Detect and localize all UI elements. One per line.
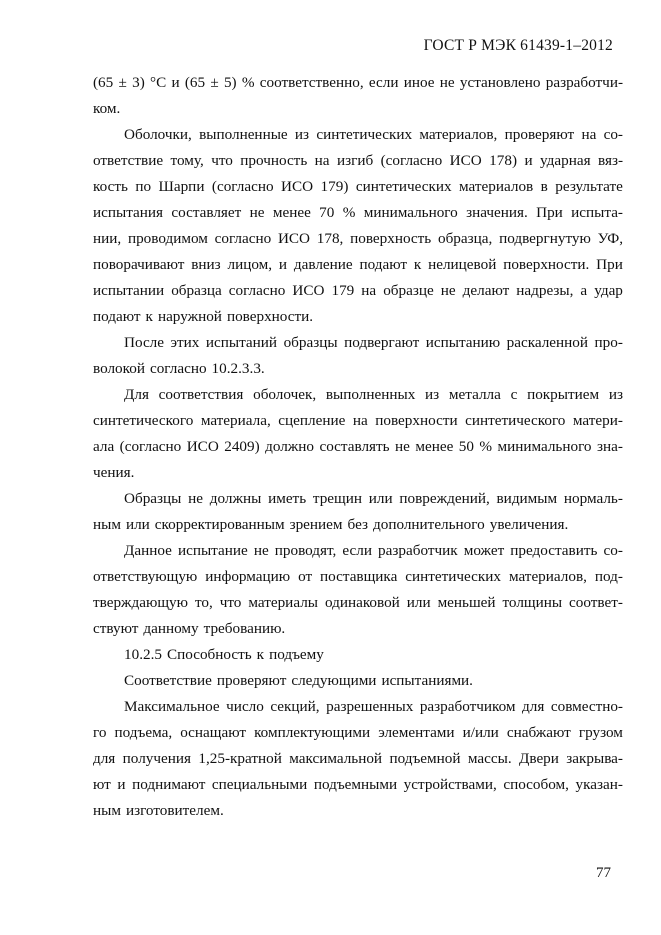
- word: подвергнутую: [499, 230, 591, 247]
- word: подъемной: [389, 750, 461, 767]
- word: должно: [265, 438, 315, 455]
- word: синтетического: [93, 412, 194, 429]
- word: ют: [93, 776, 111, 793]
- word: Образцы: [124, 490, 182, 507]
- word: испытании: [93, 282, 165, 299]
- word: поднимают: [132, 776, 206, 793]
- word: оснащают: [180, 724, 247, 741]
- word: к: [256, 646, 265, 663]
- word: ±: [118, 74, 127, 91]
- word: ком.: [93, 100, 121, 117]
- text-line: [93, 382, 623, 408]
- word: ным: [93, 516, 121, 533]
- word: и: [524, 152, 533, 169]
- word: подъемными: [313, 776, 398, 793]
- word: разработчик: [378, 542, 458, 559]
- word: подают: [93, 308, 141, 325]
- word: (согласно: [211, 178, 274, 195]
- word: материала,: [200, 412, 271, 429]
- word: выполненные: [199, 126, 288, 143]
- word: специальными: [211, 776, 308, 793]
- word: и: [171, 74, 180, 91]
- word: проверяют: [216, 672, 287, 689]
- word: результате: [555, 178, 623, 195]
- word: на: [352, 412, 368, 429]
- word: ИСО: [449, 152, 482, 169]
- word: металла: [448, 386, 501, 403]
- word: то,: [194, 594, 213, 611]
- word: °С: [150, 74, 167, 91]
- word: делают: [462, 282, 510, 299]
- word: %: [241, 74, 255, 91]
- word: менее: [415, 438, 454, 455]
- word: При: [536, 204, 563, 221]
- word: поверхности.: [226, 308, 314, 325]
- word: соответствия: [158, 386, 244, 403]
- word: 178,: [316, 230, 344, 247]
- word: указан-: [575, 776, 623, 793]
- word: массы.: [467, 750, 512, 767]
- text-line: [93, 694, 623, 720]
- word: Двери: [519, 750, 559, 767]
- word: должны: [209, 490, 262, 507]
- word: 50: [458, 438, 474, 455]
- word: соответственно,: [259, 74, 364, 91]
- word: менее: [272, 204, 311, 221]
- word: синтетических: [355, 178, 452, 195]
- word: на: [361, 282, 377, 299]
- word: %: [342, 204, 356, 221]
- word: а: [580, 282, 588, 299]
- word: поверхности.: [503, 256, 590, 273]
- word: минимального: [497, 438, 592, 455]
- word: снабжают: [506, 724, 571, 741]
- word: с: [510, 386, 518, 403]
- word: Оболочки,: [124, 126, 192, 143]
- word: наружной: [157, 308, 222, 325]
- word: ответствующую: [93, 568, 198, 585]
- word: После: [124, 334, 165, 351]
- word: синтетического: [465, 412, 566, 429]
- word: из: [608, 386, 623, 403]
- word: материалы: [248, 594, 318, 611]
- text-line: [93, 148, 623, 174]
- word: %: [479, 438, 493, 455]
- word: оболочек,: [253, 386, 317, 403]
- word: согласно: [214, 230, 272, 247]
- word: 179): [320, 178, 349, 195]
- word: тому,: [170, 152, 204, 169]
- word: поверхности: [375, 412, 458, 429]
- word: если: [368, 74, 399, 91]
- word: разработчи-: [545, 74, 623, 91]
- word: без: [347, 516, 368, 533]
- word: Способность: [166, 646, 252, 663]
- word: ИСО: [281, 178, 314, 195]
- word: грузом: [578, 724, 623, 741]
- word: предоставить: [510, 542, 598, 559]
- word: согласно: [228, 282, 286, 299]
- word: и: [117, 776, 126, 793]
- word: Для: [124, 386, 149, 403]
- word: устройствами,: [403, 776, 497, 793]
- word: комплектующими: [254, 724, 371, 741]
- word: (согласно: [119, 438, 182, 455]
- word: давление: [293, 256, 353, 273]
- word: не: [440, 282, 456, 299]
- body-text: [93, 70, 623, 824]
- word: (65: [93, 74, 114, 91]
- word: или: [406, 594, 431, 611]
- word: испытанию: [425, 334, 501, 351]
- text-line: [93, 122, 623, 148]
- word: толщины: [502, 594, 563, 611]
- word: покрытием: [527, 386, 600, 403]
- word: прочность: [240, 152, 308, 169]
- word: со-: [603, 126, 623, 143]
- word: установлено: [459, 74, 541, 91]
- word: материалов,: [508, 568, 587, 585]
- word: и: [278, 256, 288, 273]
- word: 178): [489, 152, 518, 169]
- word: трещин: [312, 490, 362, 507]
- word: испытание: [177, 542, 248, 559]
- word: сцепление: [278, 412, 346, 429]
- word: синтетических: [316, 126, 413, 143]
- text-line: [93, 200, 623, 226]
- word: 10.2.3.3.: [211, 360, 265, 377]
- word: к: [145, 308, 153, 325]
- word: совместно-: [550, 698, 623, 715]
- word: информацию: [205, 568, 291, 585]
- page-number: 77: [596, 865, 611, 881]
- word: из: [425, 386, 440, 403]
- word: образца,: [437, 230, 493, 247]
- word: проводят,: [274, 542, 337, 559]
- word: удар: [594, 282, 623, 299]
- word: максимальной: [289, 750, 383, 767]
- text-line: [93, 512, 623, 538]
- word: что: [219, 594, 242, 611]
- word: (согласно: [380, 152, 443, 169]
- text-line: [93, 304, 623, 330]
- text-line: [93, 746, 623, 772]
- word: ответствие: [93, 152, 164, 169]
- word: образце: [383, 282, 434, 299]
- word: го: [93, 724, 107, 741]
- word: материалов: [459, 178, 534, 195]
- word: повреждений,: [399, 490, 490, 507]
- word: ным: [93, 802, 121, 819]
- word: 70: [319, 204, 335, 221]
- word: поверхность: [350, 230, 432, 247]
- word: ИСО: [277, 230, 311, 247]
- text-line: [93, 330, 623, 356]
- word: изгиб: [336, 152, 374, 169]
- word: или: [368, 490, 393, 507]
- text-line: [93, 70, 623, 96]
- word: образца: [171, 282, 222, 299]
- word: раскаленной: [506, 334, 589, 351]
- word: не: [253, 542, 269, 559]
- text-line: [93, 460, 623, 486]
- text-line: [93, 564, 623, 590]
- word: закрыва-: [566, 750, 623, 767]
- word: Данное: [124, 542, 172, 559]
- word: согласно: [149, 360, 207, 377]
- word: к: [413, 256, 422, 273]
- word: иное: [403, 74, 435, 91]
- word: минимального: [363, 204, 458, 221]
- word: лицом,: [227, 256, 273, 273]
- word: кость: [93, 178, 128, 195]
- word: зрением: [289, 516, 343, 533]
- word: нормаль-: [563, 490, 623, 507]
- word: иметь: [268, 490, 307, 507]
- word: для: [522, 698, 545, 715]
- word: или: [125, 516, 150, 533]
- word: одинаковой: [324, 594, 400, 611]
- word: 10.2.5: [124, 646, 162, 663]
- word: данному: [143, 620, 199, 637]
- word: число: [226, 698, 264, 715]
- text-line: [93, 590, 623, 616]
- word: значения.: [466, 204, 528, 221]
- word: 1,25-кратной: [198, 750, 282, 767]
- word: поворачивают: [93, 256, 185, 273]
- word: изготовителем.: [125, 802, 224, 819]
- word: скорректированным: [154, 516, 285, 533]
- text-line: [93, 616, 623, 642]
- word: Максимальное: [124, 698, 220, 715]
- word: составляет: [171, 204, 242, 221]
- word: по: [135, 178, 152, 195]
- word: из: [294, 126, 310, 143]
- word: УФ,: [597, 230, 623, 247]
- word: этих: [170, 334, 200, 351]
- word: Соответствие: [124, 672, 212, 689]
- word: 3): [132, 74, 145, 91]
- word: тверждающую: [93, 594, 188, 611]
- text-line: [93, 252, 623, 278]
- text-line: [93, 486, 623, 512]
- word: 179: [331, 282, 355, 299]
- word: подъему: [269, 646, 324, 663]
- word: 5): [223, 74, 237, 91]
- word: ±: [210, 74, 219, 91]
- word: получения: [122, 750, 191, 767]
- word: испытаниями.: [381, 672, 473, 689]
- word: видимым: [496, 490, 558, 507]
- word: подъема,: [114, 724, 173, 741]
- text-line: [93, 226, 623, 252]
- word: разработчиком: [419, 698, 516, 715]
- text-line: [93, 96, 623, 122]
- word: не: [188, 490, 204, 507]
- text-line: [93, 720, 623, 746]
- text-line: [93, 434, 623, 460]
- word: надрезы,: [516, 282, 574, 299]
- word: не: [439, 74, 455, 91]
- word: синтетических: [405, 568, 502, 585]
- text-line: [93, 278, 623, 304]
- word: подают: [359, 256, 408, 273]
- word: на: [581, 126, 597, 143]
- word: поставщика: [320, 568, 398, 585]
- text-line: [93, 772, 623, 798]
- word: чения.: [93, 464, 135, 481]
- word: на: [314, 152, 330, 169]
- word: Шарпи: [158, 178, 205, 195]
- word: проверяют: [504, 126, 575, 143]
- word: матери-: [572, 412, 623, 429]
- word: и/или: [462, 724, 499, 741]
- word: испытания: [93, 204, 164, 221]
- word: разрешенных: [326, 698, 414, 715]
- word: (65: [184, 74, 206, 91]
- word: элементами: [378, 724, 455, 741]
- word: увеличения.: [489, 516, 569, 533]
- word: дополнительного: [373, 516, 485, 533]
- word: ИСО: [292, 282, 325, 299]
- text-line: [93, 408, 623, 434]
- text-line: [93, 642, 623, 668]
- word: что: [211, 152, 233, 169]
- word: испытаний: [205, 334, 278, 351]
- word: соответ-: [569, 594, 623, 611]
- standard-header: ГОСТ Р МЭК 61439-1–2012: [423, 37, 613, 54]
- word: для: [93, 750, 116, 767]
- text-line: [93, 356, 623, 382]
- word: может: [463, 542, 505, 559]
- word: вяз-: [597, 152, 623, 169]
- word: следующими: [291, 672, 377, 689]
- word: со-: [603, 542, 623, 559]
- word: нии,: [93, 230, 122, 247]
- word: проводимом: [127, 230, 208, 247]
- word: нелицевой: [428, 256, 497, 273]
- word: в: [540, 178, 548, 195]
- word: ударная: [540, 152, 591, 169]
- word: требованию.: [203, 620, 286, 637]
- text-line: [93, 798, 623, 824]
- word: материалов,: [419, 126, 498, 143]
- text-line: [93, 174, 623, 200]
- word: образцы: [283, 334, 338, 351]
- word: не: [249, 204, 265, 221]
- word: волокой: [93, 360, 145, 377]
- word: не: [395, 438, 410, 455]
- word: выполненных: [325, 386, 416, 403]
- word: 2409): [224, 438, 260, 455]
- word: вниз: [191, 256, 221, 273]
- word: способом,: [503, 776, 569, 793]
- word: При: [596, 256, 623, 273]
- word: если: [342, 542, 372, 559]
- word: ствуют: [93, 620, 139, 637]
- word: под-: [594, 568, 623, 585]
- text-line: [93, 668, 623, 694]
- word: от: [298, 568, 313, 585]
- word: ала: [93, 438, 115, 455]
- word: испыта-: [571, 204, 623, 221]
- word: меньшей: [437, 594, 496, 611]
- word: подвергают: [344, 334, 420, 351]
- word: про-: [594, 334, 623, 351]
- text-line: [93, 538, 623, 564]
- word: зна-: [596, 438, 623, 455]
- word: секций,: [270, 698, 320, 715]
- word: ИСО: [186, 438, 219, 455]
- word: составлять: [319, 438, 390, 455]
